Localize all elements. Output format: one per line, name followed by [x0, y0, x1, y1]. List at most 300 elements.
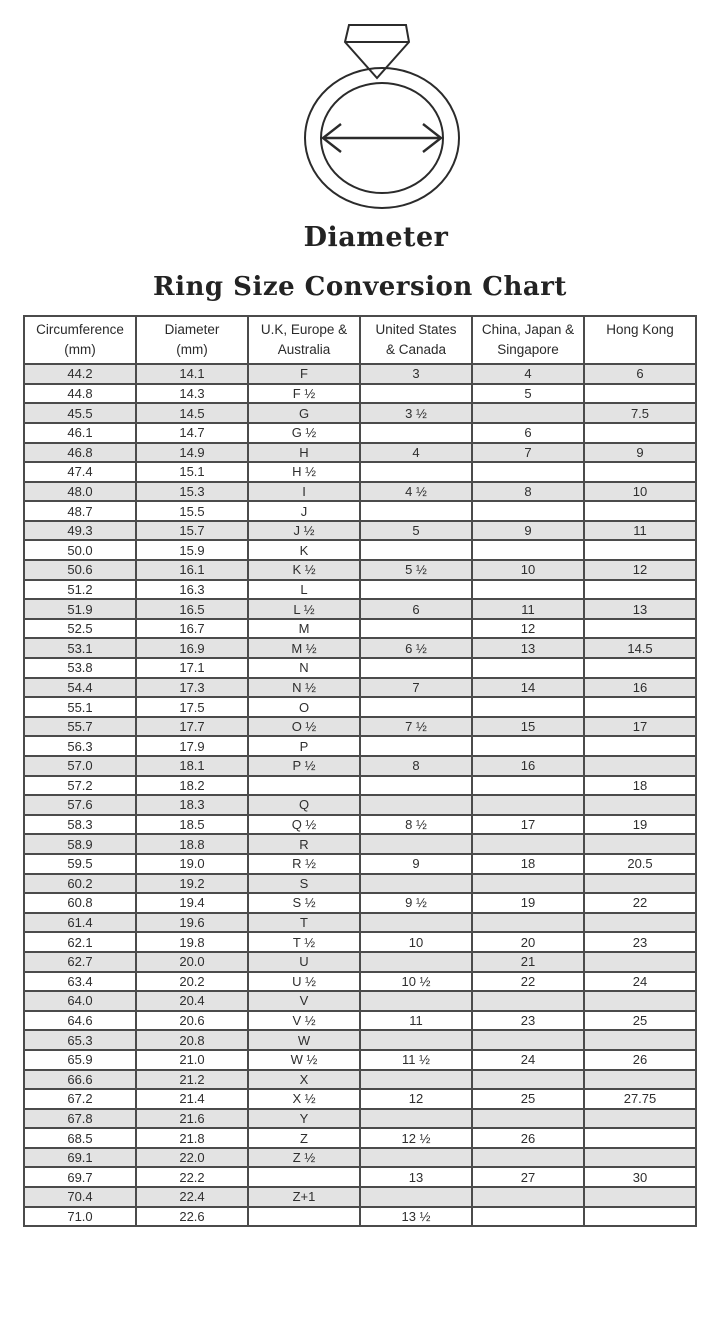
- cell-us-canada: 6: [360, 599, 472, 619]
- cell-hong-kong: [584, 913, 696, 933]
- cell-us-canada: 13: [360, 1167, 472, 1187]
- cell-circumference-mm: 54.4: [24, 678, 136, 698]
- cell-us-canada: 11 ½: [360, 1050, 472, 1070]
- cell-circumference-mm: 67.8: [24, 1109, 136, 1129]
- cell-us-canada: 8: [360, 756, 472, 776]
- cell-diameter-mm: 16.1: [136, 560, 248, 580]
- cell-china-japan-singapore: [472, 991, 584, 1011]
- cell-uk-europe-australia: L ½: [248, 599, 360, 619]
- cell-china-japan-singapore: [472, 776, 584, 796]
- cell-diameter-mm: 15.7: [136, 521, 248, 541]
- cell-china-japan-singapore: 21: [472, 952, 584, 972]
- cell-us-canada: [360, 736, 472, 756]
- cell-china-japan-singapore: 8: [472, 482, 584, 502]
- cell-hong-kong: 30: [584, 1167, 696, 1187]
- cell-uk-europe-australia: Q: [248, 795, 360, 815]
- cell-diameter-mm: 20.0: [136, 952, 248, 972]
- cell-circumference-mm: 57.2: [24, 776, 136, 796]
- table-row: [24, 580, 696, 600]
- cell-circumference-mm: 62.7: [24, 952, 136, 972]
- table-row: [24, 501, 696, 521]
- cell-diameter-mm: 17.9: [136, 736, 248, 756]
- cell-diameter-mm: 16.9: [136, 638, 248, 658]
- cell-china-japan-singapore: [472, 462, 584, 482]
- table-row: [24, 658, 696, 678]
- cell-hong-kong: 19: [584, 815, 696, 835]
- table-row: [24, 697, 696, 717]
- cell-uk-europe-australia: I: [248, 482, 360, 502]
- cell-circumference-mm: 52.5: [24, 619, 136, 639]
- cell-china-japan-singapore: 27: [472, 1167, 584, 1187]
- cell-hong-kong: 9: [584, 443, 696, 463]
- cell-uk-europe-australia: K ½: [248, 560, 360, 580]
- cell-circumference-mm: 71.0: [24, 1207, 136, 1227]
- cell-diameter-mm: 15.1: [136, 462, 248, 482]
- cell-us-canada: [360, 384, 472, 404]
- cell-uk-europe-australia: O ½: [248, 717, 360, 737]
- table-row: [24, 815, 696, 835]
- cell-uk-europe-australia: W: [248, 1030, 360, 1050]
- cell-china-japan-singapore: 5: [472, 384, 584, 404]
- cell-us-canada: [360, 619, 472, 639]
- cell-hong-kong: 22: [584, 893, 696, 913]
- cell-hong-kong: 20.5: [584, 854, 696, 874]
- cell-circumference-mm: 51.2: [24, 580, 136, 600]
- col-header-us-canada: United States & Canada: [360, 316, 472, 364]
- cell-circumference-mm: 65.9: [24, 1050, 136, 1070]
- cell-us-canada: [360, 501, 472, 521]
- cell-hong-kong: [584, 384, 696, 404]
- cell-china-japan-singapore: 11: [472, 599, 584, 619]
- cell-china-japan-singapore: 18: [472, 854, 584, 874]
- cell-diameter-mm: 22.2: [136, 1167, 248, 1187]
- cell-diameter-mm: 16.7: [136, 619, 248, 639]
- cell-uk-europe-australia: L: [248, 580, 360, 600]
- cell-hong-kong: [584, 580, 696, 600]
- cell-diameter-mm: 18.5: [136, 815, 248, 835]
- cell-china-japan-singapore: [472, 658, 584, 678]
- table-row: [24, 795, 696, 815]
- table-row: [24, 913, 696, 933]
- cell-circumference-mm: 51.9: [24, 599, 136, 619]
- cell-diameter-mm: 17.7: [136, 717, 248, 737]
- cell-hong-kong: [584, 1070, 696, 1090]
- table-row: [24, 1167, 696, 1187]
- table-row: [24, 1011, 696, 1031]
- cell-circumference-mm: 69.7: [24, 1167, 136, 1187]
- cell-china-japan-singapore: 15: [472, 717, 584, 737]
- cell-hong-kong: 23: [584, 932, 696, 952]
- cell-hong-kong: 6: [584, 364, 696, 384]
- table-row: [24, 540, 696, 560]
- cell-china-japan-singapore: [472, 1030, 584, 1050]
- cell-china-japan-singapore: 6: [472, 423, 584, 443]
- col-header-uk-europe-australia: U.K, Europe & Australia: [248, 316, 360, 364]
- cell-china-japan-singapore: [472, 1148, 584, 1168]
- cell-china-japan-singapore: 10: [472, 560, 584, 580]
- cell-uk-europe-australia: U: [248, 952, 360, 972]
- ring-size-conversion-table: [23, 315, 697, 1227]
- cell-diameter-mm: 15.3: [136, 482, 248, 502]
- cell-china-japan-singapore: [472, 795, 584, 815]
- cell-diameter-mm: 14.7: [136, 423, 248, 443]
- cell-diameter-mm: 21.8: [136, 1128, 248, 1148]
- diameter-caption: Diameter: [303, 222, 449, 253]
- cell-hong-kong: [584, 619, 696, 639]
- cell-uk-europe-australia: Y: [248, 1109, 360, 1129]
- cell-china-japan-singapore: [472, 874, 584, 894]
- cell-diameter-mm: 14.3: [136, 384, 248, 404]
- cell-circumference-mm: 58.9: [24, 834, 136, 854]
- cell-hong-kong: [584, 658, 696, 678]
- cell-diameter-mm: 22.0: [136, 1148, 248, 1168]
- cell-us-canada: [360, 540, 472, 560]
- table-row: [24, 482, 696, 502]
- cell-diameter-mm: 16.3: [136, 580, 248, 600]
- cell-circumference-mm: 60.8: [24, 893, 136, 913]
- cell-uk-europe-australia: S ½: [248, 893, 360, 913]
- conversion-table-body: [24, 364, 696, 1226]
- cell-china-japan-singapore: [472, 580, 584, 600]
- cell-circumference-mm: 48.7: [24, 501, 136, 521]
- cell-china-japan-singapore: [472, 501, 584, 521]
- cell-circumference-mm: 49.3: [24, 521, 136, 541]
- cell-china-japan-singapore: [472, 403, 584, 423]
- table-row: [24, 952, 696, 972]
- cell-us-canada: [360, 1148, 472, 1168]
- cell-uk-europe-australia: H: [248, 443, 360, 463]
- cell-us-canada: 3 ½: [360, 403, 472, 423]
- cell-us-canada: [360, 874, 472, 894]
- cell-diameter-mm: 15.5: [136, 501, 248, 521]
- cell-uk-europe-australia: R ½: [248, 854, 360, 874]
- table-row: [24, 776, 696, 796]
- cell-us-canada: 5 ½: [360, 560, 472, 580]
- cell-uk-europe-australia: X ½: [248, 1089, 360, 1109]
- cell-diameter-mm: 14.9: [136, 443, 248, 463]
- cell-uk-europe-australia: R: [248, 834, 360, 854]
- table-row: [24, 560, 696, 580]
- cell-circumference-mm: 59.5: [24, 854, 136, 874]
- cell-circumference-mm: 64.0: [24, 991, 136, 1011]
- table-row: [24, 854, 696, 874]
- cell-china-japan-singapore: 23: [472, 1011, 584, 1031]
- cell-circumference-mm: 57.0: [24, 756, 136, 776]
- cell-hong-kong: [584, 697, 696, 717]
- table-row: [24, 1187, 696, 1207]
- cell-hong-kong: [584, 1207, 696, 1227]
- cell-circumference-mm: 47.4: [24, 462, 136, 482]
- cell-hong-kong: [584, 1030, 696, 1050]
- table-row: [24, 423, 696, 443]
- cell-us-canada: [360, 795, 472, 815]
- cell-china-japan-singapore: 16: [472, 756, 584, 776]
- cell-china-japan-singapore: [472, 1070, 584, 1090]
- table-header: [24, 316, 696, 364]
- cell-circumference-mm: 62.1: [24, 932, 136, 952]
- cell-us-canada: 11: [360, 1011, 472, 1031]
- cell-uk-europe-australia: [248, 1167, 360, 1187]
- cell-us-canada: [360, 658, 472, 678]
- cell-diameter-mm: 19.0: [136, 854, 248, 874]
- cell-hong-kong: [584, 834, 696, 854]
- table-row: [24, 1207, 696, 1227]
- cell-circumference-mm: 67.2: [24, 1089, 136, 1109]
- table-row: [24, 1050, 696, 1070]
- cell-uk-europe-australia: G ½: [248, 423, 360, 443]
- cell-circumference-mm: 44.8: [24, 384, 136, 404]
- cell-hong-kong: 10: [584, 482, 696, 502]
- cell-us-canada: [360, 423, 472, 443]
- cell-uk-europe-australia: U ½: [248, 972, 360, 992]
- cell-hong-kong: [584, 423, 696, 443]
- cell-diameter-mm: 18.8: [136, 834, 248, 854]
- cell-diameter-mm: 20.6: [136, 1011, 248, 1031]
- cell-us-canada: [360, 1030, 472, 1050]
- cell-hong-kong: [584, 756, 696, 776]
- table-row: [24, 1109, 696, 1129]
- cell-circumference-mm: 46.1: [24, 423, 136, 443]
- cell-hong-kong: [584, 874, 696, 894]
- cell-diameter-mm: 21.6: [136, 1109, 248, 1129]
- cell-hong-kong: [584, 1187, 696, 1207]
- cell-diameter-mm: 15.9: [136, 540, 248, 560]
- cell-us-canada: [360, 462, 472, 482]
- cell-circumference-mm: 48.0: [24, 482, 136, 502]
- table-row: [24, 619, 696, 639]
- cell-uk-europe-australia: T: [248, 913, 360, 933]
- table-row: [24, 521, 696, 541]
- cell-circumference-mm: 57.6: [24, 795, 136, 815]
- cell-hong-kong: 14.5: [584, 638, 696, 658]
- cell-circumference-mm: 55.7: [24, 717, 136, 737]
- table-row: [24, 717, 696, 737]
- table-row: [24, 874, 696, 894]
- cell-us-canada: [360, 776, 472, 796]
- table-row: [24, 638, 696, 658]
- cell-china-japan-singapore: 9: [472, 521, 584, 541]
- table-row: [24, 756, 696, 776]
- cell-diameter-mm: 21.4: [136, 1089, 248, 1109]
- cell-circumference-mm: 60.2: [24, 874, 136, 894]
- cell-china-japan-singapore: 4: [472, 364, 584, 384]
- table-row: [24, 972, 696, 992]
- cell-uk-europe-australia: P: [248, 736, 360, 756]
- cell-us-canada: 6 ½: [360, 638, 472, 658]
- cell-hong-kong: [584, 1128, 696, 1148]
- cell-diameter-mm: 22.4: [136, 1187, 248, 1207]
- col-header-china-japan-singapore: China, Japan & Singapore: [472, 316, 584, 364]
- cell-us-canada: [360, 580, 472, 600]
- cell-uk-europe-australia: T ½: [248, 932, 360, 952]
- cell-us-canada: 8 ½: [360, 815, 472, 835]
- cell-china-japan-singapore: 12: [472, 619, 584, 639]
- cell-us-canada: [360, 991, 472, 1011]
- header-row: [24, 316, 696, 364]
- cell-us-canada: [360, 952, 472, 972]
- cell-hong-kong: 11: [584, 521, 696, 541]
- cell-diameter-mm: 17.3: [136, 678, 248, 698]
- table-row: [24, 364, 696, 384]
- cell-us-canada: [360, 1109, 472, 1129]
- cell-uk-europe-australia: J ½: [248, 521, 360, 541]
- cell-uk-europe-australia: N ½: [248, 678, 360, 698]
- table-row: [24, 443, 696, 463]
- cell-diameter-mm: 20.2: [136, 972, 248, 992]
- cell-hong-kong: 18: [584, 776, 696, 796]
- cell-diameter-mm: 20.4: [136, 991, 248, 1011]
- cell-china-japan-singapore: [472, 540, 584, 560]
- cell-diameter-mm: 19.4: [136, 893, 248, 913]
- cell-diameter-mm: 18.3: [136, 795, 248, 815]
- cell-circumference-mm: 68.5: [24, 1128, 136, 1148]
- cell-circumference-mm: 63.4: [24, 972, 136, 992]
- cell-china-japan-singapore: [472, 834, 584, 854]
- cell-diameter-mm: 18.2: [136, 776, 248, 796]
- table-row: [24, 403, 696, 423]
- table-row: [24, 462, 696, 482]
- cell-circumference-mm: 45.5: [24, 403, 136, 423]
- table-row: [24, 1070, 696, 1090]
- cell-us-canada: [360, 697, 472, 717]
- cell-china-japan-singapore: 19: [472, 893, 584, 913]
- cell-hong-kong: 7.5: [584, 403, 696, 423]
- cell-circumference-mm: 53.1: [24, 638, 136, 658]
- cell-us-canada: 7: [360, 678, 472, 698]
- cell-hong-kong: 27.75: [584, 1089, 696, 1109]
- cell-china-japan-singapore: 20: [472, 932, 584, 952]
- cell-uk-europe-australia: W ½: [248, 1050, 360, 1070]
- cell-diameter-mm: 21.2: [136, 1070, 248, 1090]
- cell-china-japan-singapore: 26: [472, 1128, 584, 1148]
- diameter-arrow-icon: [323, 124, 441, 152]
- cell-diameter-mm: 17.5: [136, 697, 248, 717]
- cell-china-japan-singapore: [472, 736, 584, 756]
- cell-china-japan-singapore: 17: [472, 815, 584, 835]
- page-title: Ring Size Conversion Chart: [153, 272, 567, 302]
- col-header-hong-kong: Hong Kong: [584, 316, 696, 364]
- cell-circumference-mm: 69.1: [24, 1148, 136, 1168]
- cell-hong-kong: [584, 736, 696, 756]
- cell-diameter-mm: 22.6: [136, 1207, 248, 1227]
- cell-circumference-mm: 53.8: [24, 658, 136, 678]
- cell-hong-kong: 25: [584, 1011, 696, 1031]
- cell-hong-kong: 24: [584, 972, 696, 992]
- cell-circumference-mm: 65.3: [24, 1030, 136, 1050]
- cell-hong-kong: [584, 1109, 696, 1129]
- cell-circumference-mm: 55.1: [24, 697, 136, 717]
- cell-uk-europe-australia: X: [248, 1070, 360, 1090]
- cell-us-canada: 4 ½: [360, 482, 472, 502]
- cell-china-japan-singapore: 24: [472, 1050, 584, 1070]
- cell-circumference-mm: 46.8: [24, 443, 136, 463]
- table-row: [24, 893, 696, 913]
- table-row: [24, 1148, 696, 1168]
- cell-uk-europe-australia: P ½: [248, 756, 360, 776]
- cell-china-japan-singapore: 7: [472, 443, 584, 463]
- cell-circumference-mm: 70.4: [24, 1187, 136, 1207]
- cell-china-japan-singapore: 22: [472, 972, 584, 992]
- cell-us-canada: 10: [360, 932, 472, 952]
- cell-uk-europe-australia: F: [248, 364, 360, 384]
- cell-us-canada: 3: [360, 364, 472, 384]
- cell-diameter-mm: 17.1: [136, 658, 248, 678]
- cell-circumference-mm: 61.4: [24, 913, 136, 933]
- cell-diameter-mm: 14.5: [136, 403, 248, 423]
- cell-us-canada: 12: [360, 1089, 472, 1109]
- cell-circumference-mm: 66.6: [24, 1070, 136, 1090]
- cell-uk-europe-australia: [248, 1207, 360, 1227]
- diamond-ring-icon: [281, 10, 481, 210]
- cell-uk-europe-australia: F ½: [248, 384, 360, 404]
- cell-uk-europe-australia: Z+1: [248, 1187, 360, 1207]
- cell-us-canada: 12 ½: [360, 1128, 472, 1148]
- cell-china-japan-singapore: 25: [472, 1089, 584, 1109]
- cell-diameter-mm: 16.5: [136, 599, 248, 619]
- cell-hong-kong: [584, 462, 696, 482]
- cell-hong-kong: [584, 1148, 696, 1168]
- cell-hong-kong: 17: [584, 717, 696, 737]
- cell-uk-europe-australia: M: [248, 619, 360, 639]
- table-row: [24, 599, 696, 619]
- cell-uk-europe-australia: M ½: [248, 638, 360, 658]
- cell-circumference-mm: 44.2: [24, 364, 136, 384]
- cell-hong-kong: [584, 991, 696, 1011]
- cell-china-japan-singapore: [472, 697, 584, 717]
- cell-diameter-mm: 19.8: [136, 932, 248, 952]
- table-row: [24, 736, 696, 756]
- table-row: [24, 678, 696, 698]
- cell-circumference-mm: 58.3: [24, 815, 136, 835]
- cell-diameter-mm: 19.6: [136, 913, 248, 933]
- cell-uk-europe-australia: V: [248, 991, 360, 1011]
- table-row: [24, 384, 696, 404]
- cell-uk-europe-australia: Z ½: [248, 1148, 360, 1168]
- cell-diameter-mm: 20.8: [136, 1030, 248, 1050]
- cell-hong-kong: [584, 952, 696, 972]
- cell-uk-europe-australia: [248, 776, 360, 796]
- cell-us-canada: 10 ½: [360, 972, 472, 992]
- cell-china-japan-singapore: [472, 1187, 584, 1207]
- cell-uk-europe-australia: S: [248, 874, 360, 894]
- table-row: [24, 991, 696, 1011]
- cell-us-canada: [360, 1187, 472, 1207]
- cell-uk-europe-australia: K: [248, 540, 360, 560]
- cell-hong-kong: 13: [584, 599, 696, 619]
- cell-uk-europe-australia: G: [248, 403, 360, 423]
- cell-diameter-mm: 21.0: [136, 1050, 248, 1070]
- cell-hong-kong: 12: [584, 560, 696, 580]
- cell-hong-kong: 26: [584, 1050, 696, 1070]
- cell-china-japan-singapore: [472, 1207, 584, 1227]
- cell-hong-kong: 16: [584, 678, 696, 698]
- table-row: [24, 834, 696, 854]
- cell-us-canada: 4: [360, 443, 472, 463]
- cell-us-canada: 13 ½: [360, 1207, 472, 1227]
- cell-uk-europe-australia: V ½: [248, 1011, 360, 1031]
- cell-us-canada: 7 ½: [360, 717, 472, 737]
- cell-china-japan-singapore: 14: [472, 678, 584, 698]
- cell-us-canada: [360, 1070, 472, 1090]
- cell-china-japan-singapore: [472, 1109, 584, 1129]
- col-header-diameter-mm: Diameter (mm): [136, 316, 248, 364]
- cell-us-canada: 9 ½: [360, 893, 472, 913]
- cell-china-japan-singapore: [472, 913, 584, 933]
- cell-us-canada: 9: [360, 854, 472, 874]
- table-row: [24, 932, 696, 952]
- cell-china-japan-singapore: 13: [472, 638, 584, 658]
- cell-hong-kong: [584, 501, 696, 521]
